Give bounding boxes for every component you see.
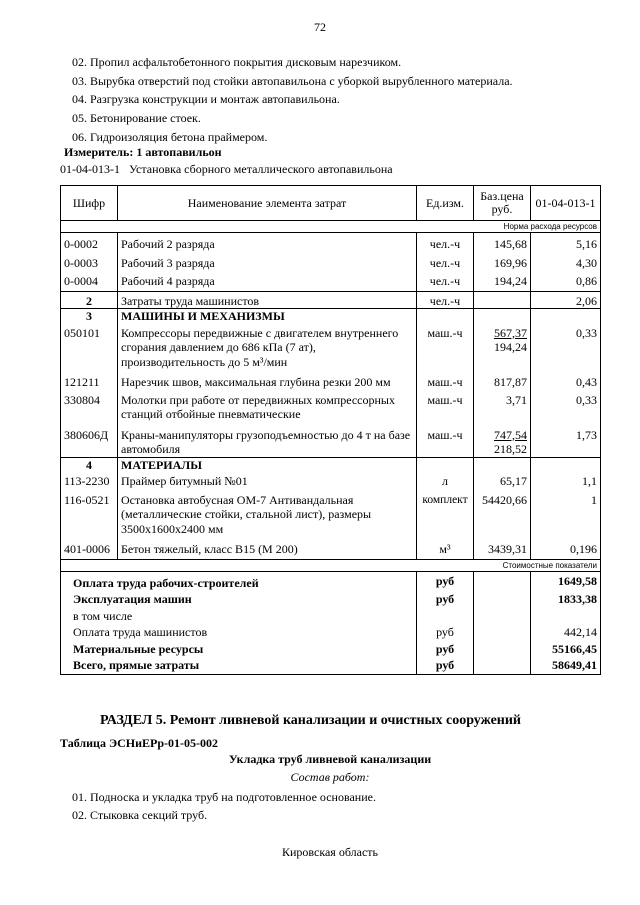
table-row xyxy=(61,390,601,422)
total-blank xyxy=(474,641,531,658)
table-row xyxy=(61,489,601,537)
cost-caption-row xyxy=(61,559,601,571)
row-code: 113-2230 xyxy=(61,472,118,489)
price-numerator: 747,54 xyxy=(494,427,527,442)
row-value: 1 xyxy=(531,489,601,537)
resource-table xyxy=(60,185,601,675)
row-unit: маш.-ч xyxy=(417,422,474,458)
work-items-list xyxy=(72,788,376,824)
header-code: Шифр xyxy=(61,186,118,221)
section-code: 4 xyxy=(61,457,118,472)
row-value: 0,86 xyxy=(531,270,601,291)
row-name: Нарезчик швов, максимальная глубина резки 200 мм xyxy=(118,369,417,390)
row-price: 54420,66 xyxy=(474,489,531,537)
row-code: 401-0006 xyxy=(61,536,118,559)
row-code: 0-0004 xyxy=(61,270,118,291)
header-unit: Ед.изм. xyxy=(417,186,474,221)
price-denominator: 194,24 xyxy=(494,340,527,354)
operation-item: 04. Разгрузка конструкции и монтаж автопавильона. xyxy=(72,92,340,107)
row-name: Рабочий 4 разряда xyxy=(118,270,417,291)
operation-item: 06. Гидроизоляция бетона праймером. xyxy=(72,129,268,144)
row-unit: маш.-ч xyxy=(417,369,474,390)
table-header-row xyxy=(61,186,601,221)
row-name: Бетон тяжелый, класс В15 (М 200) xyxy=(118,536,417,559)
total-unit: руб xyxy=(417,591,474,608)
row-name: Краны-манипуляторы грузоподъемностью до 4 т на базе автомобиля xyxy=(118,422,417,458)
total-unit: руб xyxy=(417,624,474,641)
total-row xyxy=(61,657,601,674)
total-value: 1649,58 xyxy=(531,571,601,591)
row-name: Затраты труда машинистов xyxy=(118,291,417,309)
total-row xyxy=(61,571,601,591)
total-unit: руб xyxy=(417,641,474,658)
header-norm: 01-04-013-1 xyxy=(531,186,601,221)
total-blank xyxy=(474,657,531,674)
row-code: 0-0003 xyxy=(61,252,118,271)
total-row xyxy=(61,608,601,625)
row-unit: комплект xyxy=(417,489,474,537)
total-label: в том числе xyxy=(61,608,417,625)
row-value xyxy=(531,309,601,324)
total-row xyxy=(61,624,601,641)
table-row xyxy=(61,472,601,489)
row-unit: чел.-ч xyxy=(417,291,474,309)
total-row xyxy=(61,641,601,658)
row-unit: л xyxy=(417,472,474,489)
section-heading: РАЗДЕЛ 5. Ремонт ливневой канализации и очистных сооружений xyxy=(100,713,521,728)
row-price xyxy=(474,291,531,309)
header-name: Наименование элемента затрат xyxy=(118,186,417,221)
total-label: Материальные ресурсы xyxy=(61,641,417,658)
norm-caption: Норма расхода ресурсов xyxy=(61,221,601,233)
row-price: 65,17 xyxy=(474,472,531,489)
row-value: 0,33 xyxy=(531,324,601,370)
total-blank xyxy=(474,608,531,625)
price-denominator: 218,52 xyxy=(494,442,527,456)
operations-list xyxy=(72,53,513,147)
row-price: 169,96 xyxy=(474,252,531,271)
page-number: 72 xyxy=(314,20,326,34)
row-code: 2 xyxy=(61,291,118,309)
total-blank xyxy=(474,624,531,641)
row-price xyxy=(474,309,531,324)
row-value: 1,1 xyxy=(531,472,601,489)
row-unit: чел.-ч xyxy=(417,270,474,291)
operation-item: 03. Вырубка отверстий под стойки автопавильона с уборкой вырубленного материала. xyxy=(72,73,513,88)
row-price: 817,87 xyxy=(474,369,531,390)
row-name: Праймер битумный №01 xyxy=(118,472,417,489)
table-row xyxy=(61,536,601,559)
table-id: Таблица ЭСНиЕРр-01-05-002 xyxy=(60,736,219,750)
total-value xyxy=(531,608,601,625)
total-label: Эксплуатация машин xyxy=(61,591,417,608)
page-footer: Кировская область xyxy=(281,845,378,859)
section-title: МАШИНЫ И МЕХАНИЗМЫ xyxy=(118,309,417,324)
row-code: 116-0521 xyxy=(61,489,118,537)
total-unit xyxy=(417,608,474,625)
total-unit: руб xyxy=(417,657,474,674)
total-value: 442,14 xyxy=(531,624,601,641)
row-value: 1,73 xyxy=(531,422,601,458)
cost-caption: Стоимостные показатели xyxy=(61,559,601,571)
row-code: 0-0002 xyxy=(61,233,118,252)
row-price: 3,71 xyxy=(474,390,531,422)
header-price: Баз.цена руб. xyxy=(474,186,531,221)
row-name: Остановка автобусная ОМ-7 Антивандальная (металлические стойки, стальной лист), размеры 3500х1600х2400 мм xyxy=(118,489,417,537)
table-row xyxy=(61,233,601,252)
table-row xyxy=(61,422,601,458)
row-price xyxy=(474,457,531,472)
work-item: 01. Подноска и укладка труб на подготовленное основание. xyxy=(72,790,376,804)
row-code: 121211 xyxy=(61,369,118,390)
table-row xyxy=(61,369,601,390)
total-unit: руб xyxy=(417,571,474,591)
norm-caption-row xyxy=(61,221,601,233)
row-value: 4,30 xyxy=(531,252,601,271)
operation-item: 02. Пропил асфальтобетонного покрытия дисковым нарезчиком. xyxy=(72,55,402,69)
total-value: 55166,45 xyxy=(531,641,601,658)
row-unit xyxy=(417,309,474,324)
total-label: Оплата труда машинистов xyxy=(61,624,417,641)
row-unit: м³ xyxy=(417,536,474,559)
row-unit: маш.-ч xyxy=(417,390,474,422)
row-name: Рабочий 2 разряда xyxy=(118,233,417,252)
row-value: 0,33 xyxy=(531,390,601,422)
row-price: 3439,31 xyxy=(474,536,531,559)
work-title: Укладка труб ливневой канализации xyxy=(228,752,432,766)
row-price xyxy=(474,422,531,458)
row-value: 0,43 xyxy=(531,369,601,390)
row-code: 050101 xyxy=(61,324,118,370)
row-unit: маш.-ч xyxy=(417,324,474,370)
section-row xyxy=(61,457,601,472)
row-unit: чел.-ч xyxy=(417,252,474,271)
price-numerator: 567,37 xyxy=(494,325,527,340)
total-value: 58649,41 xyxy=(531,657,601,674)
row-value xyxy=(531,457,601,472)
row-name: Рабочий 3 разряда xyxy=(118,252,417,271)
table-row xyxy=(61,324,601,370)
total-blank xyxy=(474,591,531,608)
work-item: 02. Стыковка секций труб. xyxy=(72,808,208,822)
row-value: 2,06 xyxy=(531,291,601,309)
table-row xyxy=(61,252,601,271)
total-blank xyxy=(474,571,531,591)
row-value: 0,196 xyxy=(531,536,601,559)
section-code: 3 xyxy=(61,309,118,324)
total-label: Оплата труда рабочих-строителей xyxy=(61,571,417,591)
row-name: Компрессоры передвижные с двигателем внутреннего сгорания давлением до 686 кПа (7 ат), производительность до 5 м³/мин xyxy=(118,324,417,370)
total-value: 1833,38 xyxy=(531,591,601,608)
total-row xyxy=(61,591,601,608)
row-value: 5,16 xyxy=(531,233,601,252)
table-caption xyxy=(60,162,393,177)
row-unit: чел.-ч xyxy=(417,233,474,252)
section-title: МАТЕРИАЛЫ xyxy=(118,457,417,472)
operators-row xyxy=(61,291,601,309)
row-code: 380606Д xyxy=(61,422,118,458)
row-price: 194,24 xyxy=(474,270,531,291)
table-row xyxy=(61,270,601,291)
section-row xyxy=(61,309,601,324)
table-code: 01-04-013-1 xyxy=(60,162,120,176)
row-unit xyxy=(417,457,474,472)
works-subtitle: Состав работ: xyxy=(290,770,370,784)
total-label: Всего, прямые затраты xyxy=(61,657,417,674)
operation-item: 05. Бетонирование стоек. xyxy=(72,111,201,126)
row-name: Молотки при работе от передвижных компрессорных станций отбойные пневматические xyxy=(118,390,417,422)
table-title: Установка сборного металлического автопавильона xyxy=(129,162,393,176)
row-code: 330804 xyxy=(61,390,118,422)
row-price xyxy=(474,324,531,370)
row-price: 145,68 xyxy=(474,233,531,252)
measure-unit: Измеритель: 1 автопавильон xyxy=(64,145,222,159)
